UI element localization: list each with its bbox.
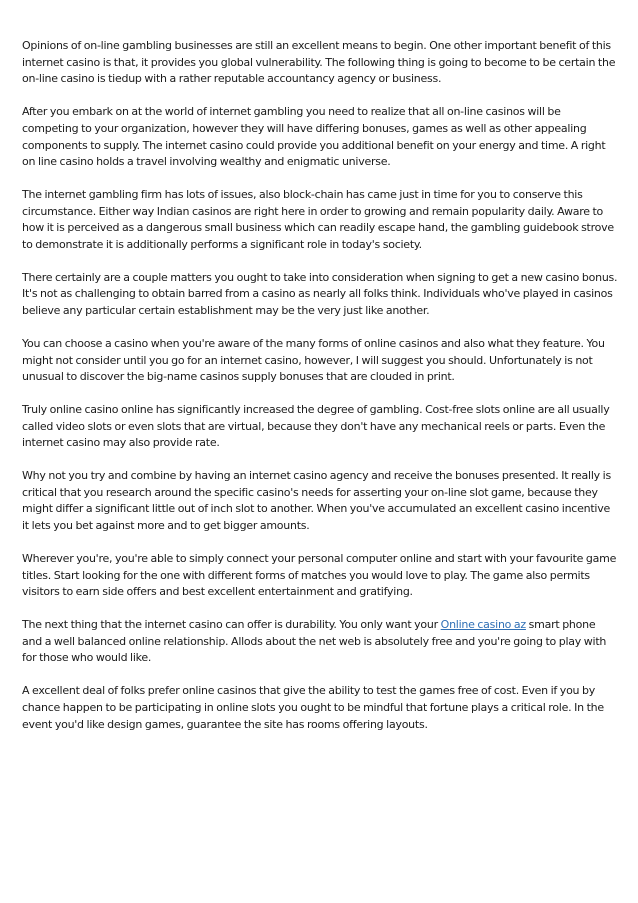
- paragraph-8: Wherever you're, you're able to simply connect your personal computer online and start with your favourite game titles. Start looking for the one with different forms of matches you would love to play. The game also permits visitors to earn side offers and best excellent entertainment and gratifying.: [22, 551, 617, 599]
- paragraph-2: After you embark on at the world of internet gambling you need to realize that all on-line casinos will be competing to your organization, however they will have differing bonuses, games as well as other appealing components to supply. The internet casino could provide you additional benefit on your energy and time. A right on line casino holds a travel involving wealthy and enigmatic universe.: [22, 105, 606, 169]
- paragraph-5: You can choose a casino when you're aware of the many forms of online casinos and also what they feature. You might not consider until you go for an internet casino, however, I will suggest you should. Unfortunately is not unusual to discover the big-name casinos supply bonuses that are clouded in print.: [22, 336, 605, 384]
- online-casino-link[interactable]: Online casino az: [440, 617, 526, 631]
- paragraph-9: [22, 617, 618, 667]
- paragraph-7: Why not you try and combine by having an internet casino agency and receive the bonuses presented. It really is critical that you research around the specific casino's needs for asserting your on-line slot game, because they might differ a significant little out of inch slot to another. When you've accumulated an excellent casino incentive it lets you bet against more and to get bigger amounts.: [22, 469, 611, 533]
- paragraph-4: There certainly are a couple matters you ought to take into consideration when signing to get a new casino bonus. It's not as challenging to obtain barred from a casino as nearly all folks think. Individuals who've played in casinos believe any particular certain establishment may be the very just like another.: [22, 270, 618, 318]
- document-page: [22, 38, 618, 749]
- paragraph-1: Opinions of on-line gambling businesses are still an excellent means to begin. One other important benefit of this internet casino is that, it provides you global vulnerability. The following thing is going to become to be certain the on-line casino is tiedup with a rather reputable accountancy agency or business.: [22, 39, 616, 86]
- paragraph-10: A excellent deal of folks prefer online casinos that give the ability to test the games free of cost. Even if you by chance happen to be participating in online slots you ought to be mindful that fortune plays a critical role. In the event you'd like design games, guarantee the site has rooms offering layouts.: [22, 684, 604, 731]
- paragraph-9-after: smart phone and a well balanced online relationship. Allods about the net web is absolutely free and you're going to play with for those who would like.: [22, 617, 607, 665]
- paragraph-9-before: The next thing that the internet casino can offer is durability. You only want your: [22, 617, 441, 631]
- paragraph-3: The internet gambling firm has lots of issues, also block-chain has came just in time for you to conserve this circumstance. Either way Indian casinos are right here in order to growing and remain popularity daily. Aware to how it is perceived as a dangerous small business which can readily escape hand, the gambling guidebook strove to demonstrate it is additionally performs a significant role in today's society.: [22, 187, 614, 252]
- paragraph-6: Truly online casino online has significantly increased the degree of gambling. Cost-free slots online are all usually called video slots or even slots that are virtual, because they don't have any mechanical reels or parts. Even the internet casino may also provide rate.: [22, 402, 610, 450]
